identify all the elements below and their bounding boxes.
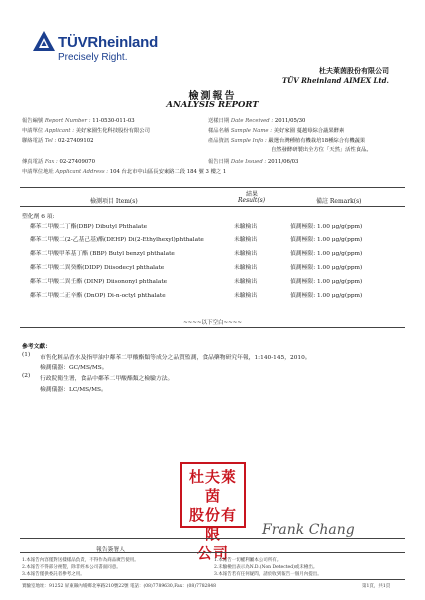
col-result-header-zh: 結果 xyxy=(246,191,259,198)
table-header-rule xyxy=(20,206,405,207)
table-row-item: 鄰苯二甲酸二異壬酯 (DINP) Diisononyl phthalate xyxy=(30,279,168,285)
sample-name: 樣品名稱 Sample Name : 美好家園 蔓越莓綜合蔬果酵素 xyxy=(208,128,345,134)
signer-label: 報告簽署人 xyxy=(96,547,125,553)
col-result-header-en: Result(s) xyxy=(238,197,266,204)
ref1-instrument: 檢測儀器：GC/MS/MS。 xyxy=(40,365,108,371)
footer-note: 2.本報告不得部分複製，除非經本公司書面同意。 xyxy=(22,565,121,570)
table-row-result: 未驗檢出 xyxy=(234,224,258,230)
report-number: 報告編號 Report Number : 11-0530-011-03 xyxy=(22,118,135,124)
col-item-header: 檢測項目 Item(s) xyxy=(90,198,138,205)
end-of-table-marker: ~~~~以下空白~~~~ xyxy=(183,320,242,326)
signature-rule xyxy=(20,538,405,539)
sample-info: 產品資訊 Sample Info : 嚴選台灣種植有機栽培18種綜合有機蔬果 xyxy=(208,138,366,144)
lab-address: 實驗室地址：91252 屏東縣內埔鄉北寧路210號22號 電話：(08)7789630,Fax：(08)7782848 xyxy=(22,584,217,589)
table-row-item: 鄰苯二甲酸二(2-乙基己基)酯(DEHP) Di(2-Ethylhexyl)phthalate xyxy=(30,237,204,243)
report-title-en: ANALYSIS REPORT xyxy=(166,100,259,110)
applicant-address: 申請單位地址 Applicant Address : 104 台北市中山區長安東路二段 184 號 3 樓之 1 xyxy=(22,169,227,175)
date-issued: 報告日期 Date Issued : 2011/06/03 xyxy=(208,159,299,165)
table-bottom-rule xyxy=(20,327,405,328)
table-row-result: 未驗檢出 xyxy=(234,279,258,285)
table-row-item: 鄰苯二甲酸二丁酯(DBP) Dibutyl Phthalate xyxy=(30,224,148,230)
footer-note: 1.本報告一切權利屬本公司所有。 xyxy=(214,558,282,563)
footer-bottom-rule xyxy=(20,579,405,580)
table-row-result: 未驗檢出 xyxy=(234,251,258,257)
footer-note: 1.本報告內容僅對送樣樣品負責，不得作為商品廣告使用。 xyxy=(22,558,139,563)
footer-note: 3.本報告若有任何疑問，請於收到報告一個月內提出。 xyxy=(214,572,322,577)
ref2-instrument: 檢測儀器：LC/MS/MS。 xyxy=(40,387,107,393)
table-row-result: 未驗檢出 xyxy=(234,237,258,243)
table-row-remark: 偵測極限: 1.00 μg/g(ppm) xyxy=(290,293,363,299)
brand-tagline: Precisely Right. xyxy=(58,52,128,63)
table-row-remark: 偵測極限: 1.00 μg/g(ppm) xyxy=(290,224,363,230)
fax: 傳真電話 Fax : 02-27409070 xyxy=(22,159,96,165)
ref1-text: 市售化粧品香水及指甲油中鄰苯二甲酸酯類等成分之品質監測，食品藥物研究年報，1:140-145，2010。 xyxy=(40,355,311,361)
ref2-text: 行政院衛生署，食品中鄰苯二甲酸酯類之檢驗方法。 xyxy=(40,376,174,382)
table-row-item: 鄰苯二甲酸二正辛酯 (DnOP) Di-n-octyl phthalate xyxy=(30,293,166,299)
tel: 聯絡電話 Tel : 02-27409102 xyxy=(22,138,94,144)
tuv-logo-icon xyxy=(32,30,56,56)
company-name-en: TÜV Rheinland AIMEX Ltd. xyxy=(281,76,389,85)
col-remark-header: 備註 Remark(s) xyxy=(316,198,362,205)
table-top-rule xyxy=(20,187,405,188)
date-received: 送樣日期 Date Received : 2011/05/30 xyxy=(208,118,306,124)
footer-note: 2.未驗檢出表示為N.D.(Non Detected)或未檢出。 xyxy=(214,565,318,570)
table-row-remark: 偵測極限: 1.00 μg/g(ppm) xyxy=(290,265,363,271)
table-row-remark: 偵測極限: 1.00 μg/g(ppm) xyxy=(290,279,363,285)
company-name-zh: 杜夫萊茵股份有限公司 xyxy=(319,66,389,75)
references-heading: 參考文獻： xyxy=(22,344,51,350)
table-row-result: 未驗檢出 xyxy=(234,293,258,299)
table-row-result: 未驗檢出 xyxy=(234,265,258,271)
footer-note: 3.本報告僅供委託者參考之用。 xyxy=(22,572,85,577)
report-title-zh: 檢測報告 xyxy=(188,91,237,102)
table-row-item: 鄰苯二甲酸甲苯基丁酯 (BBP) Butyl benzyl phthalate xyxy=(30,251,175,257)
ref2-number: (2) xyxy=(22,373,31,379)
page-number: 第1頁，共1頁 xyxy=(362,584,391,589)
sample-info-line2: 自然發酵研製出全方位「天然」活性食品。 xyxy=(271,147,372,153)
group-label: 塑化劑 6 項: xyxy=(22,214,55,220)
ref1-number: (1) xyxy=(22,352,31,358)
signature: Frank Chang xyxy=(262,522,355,538)
applicant: 申請單位 Applicant : 美好家園生化科技股份有限公司 xyxy=(22,128,150,134)
company-seal: 杜夫萊茵 股份有限 公司 xyxy=(180,462,246,528)
table-row-item: 鄰苯二甲酸二異癸酯(DIDP) Diisodecyl phthalate xyxy=(30,265,165,271)
brand-name: TÜVRheinland xyxy=(58,34,159,51)
table-row-remark: 偵測極限: 1.00 μg/g(ppm) xyxy=(290,251,363,257)
table-row-remark: 偵測極限: 1.00 μg/g(ppm) xyxy=(290,237,363,243)
footer-top-rule xyxy=(20,552,405,553)
